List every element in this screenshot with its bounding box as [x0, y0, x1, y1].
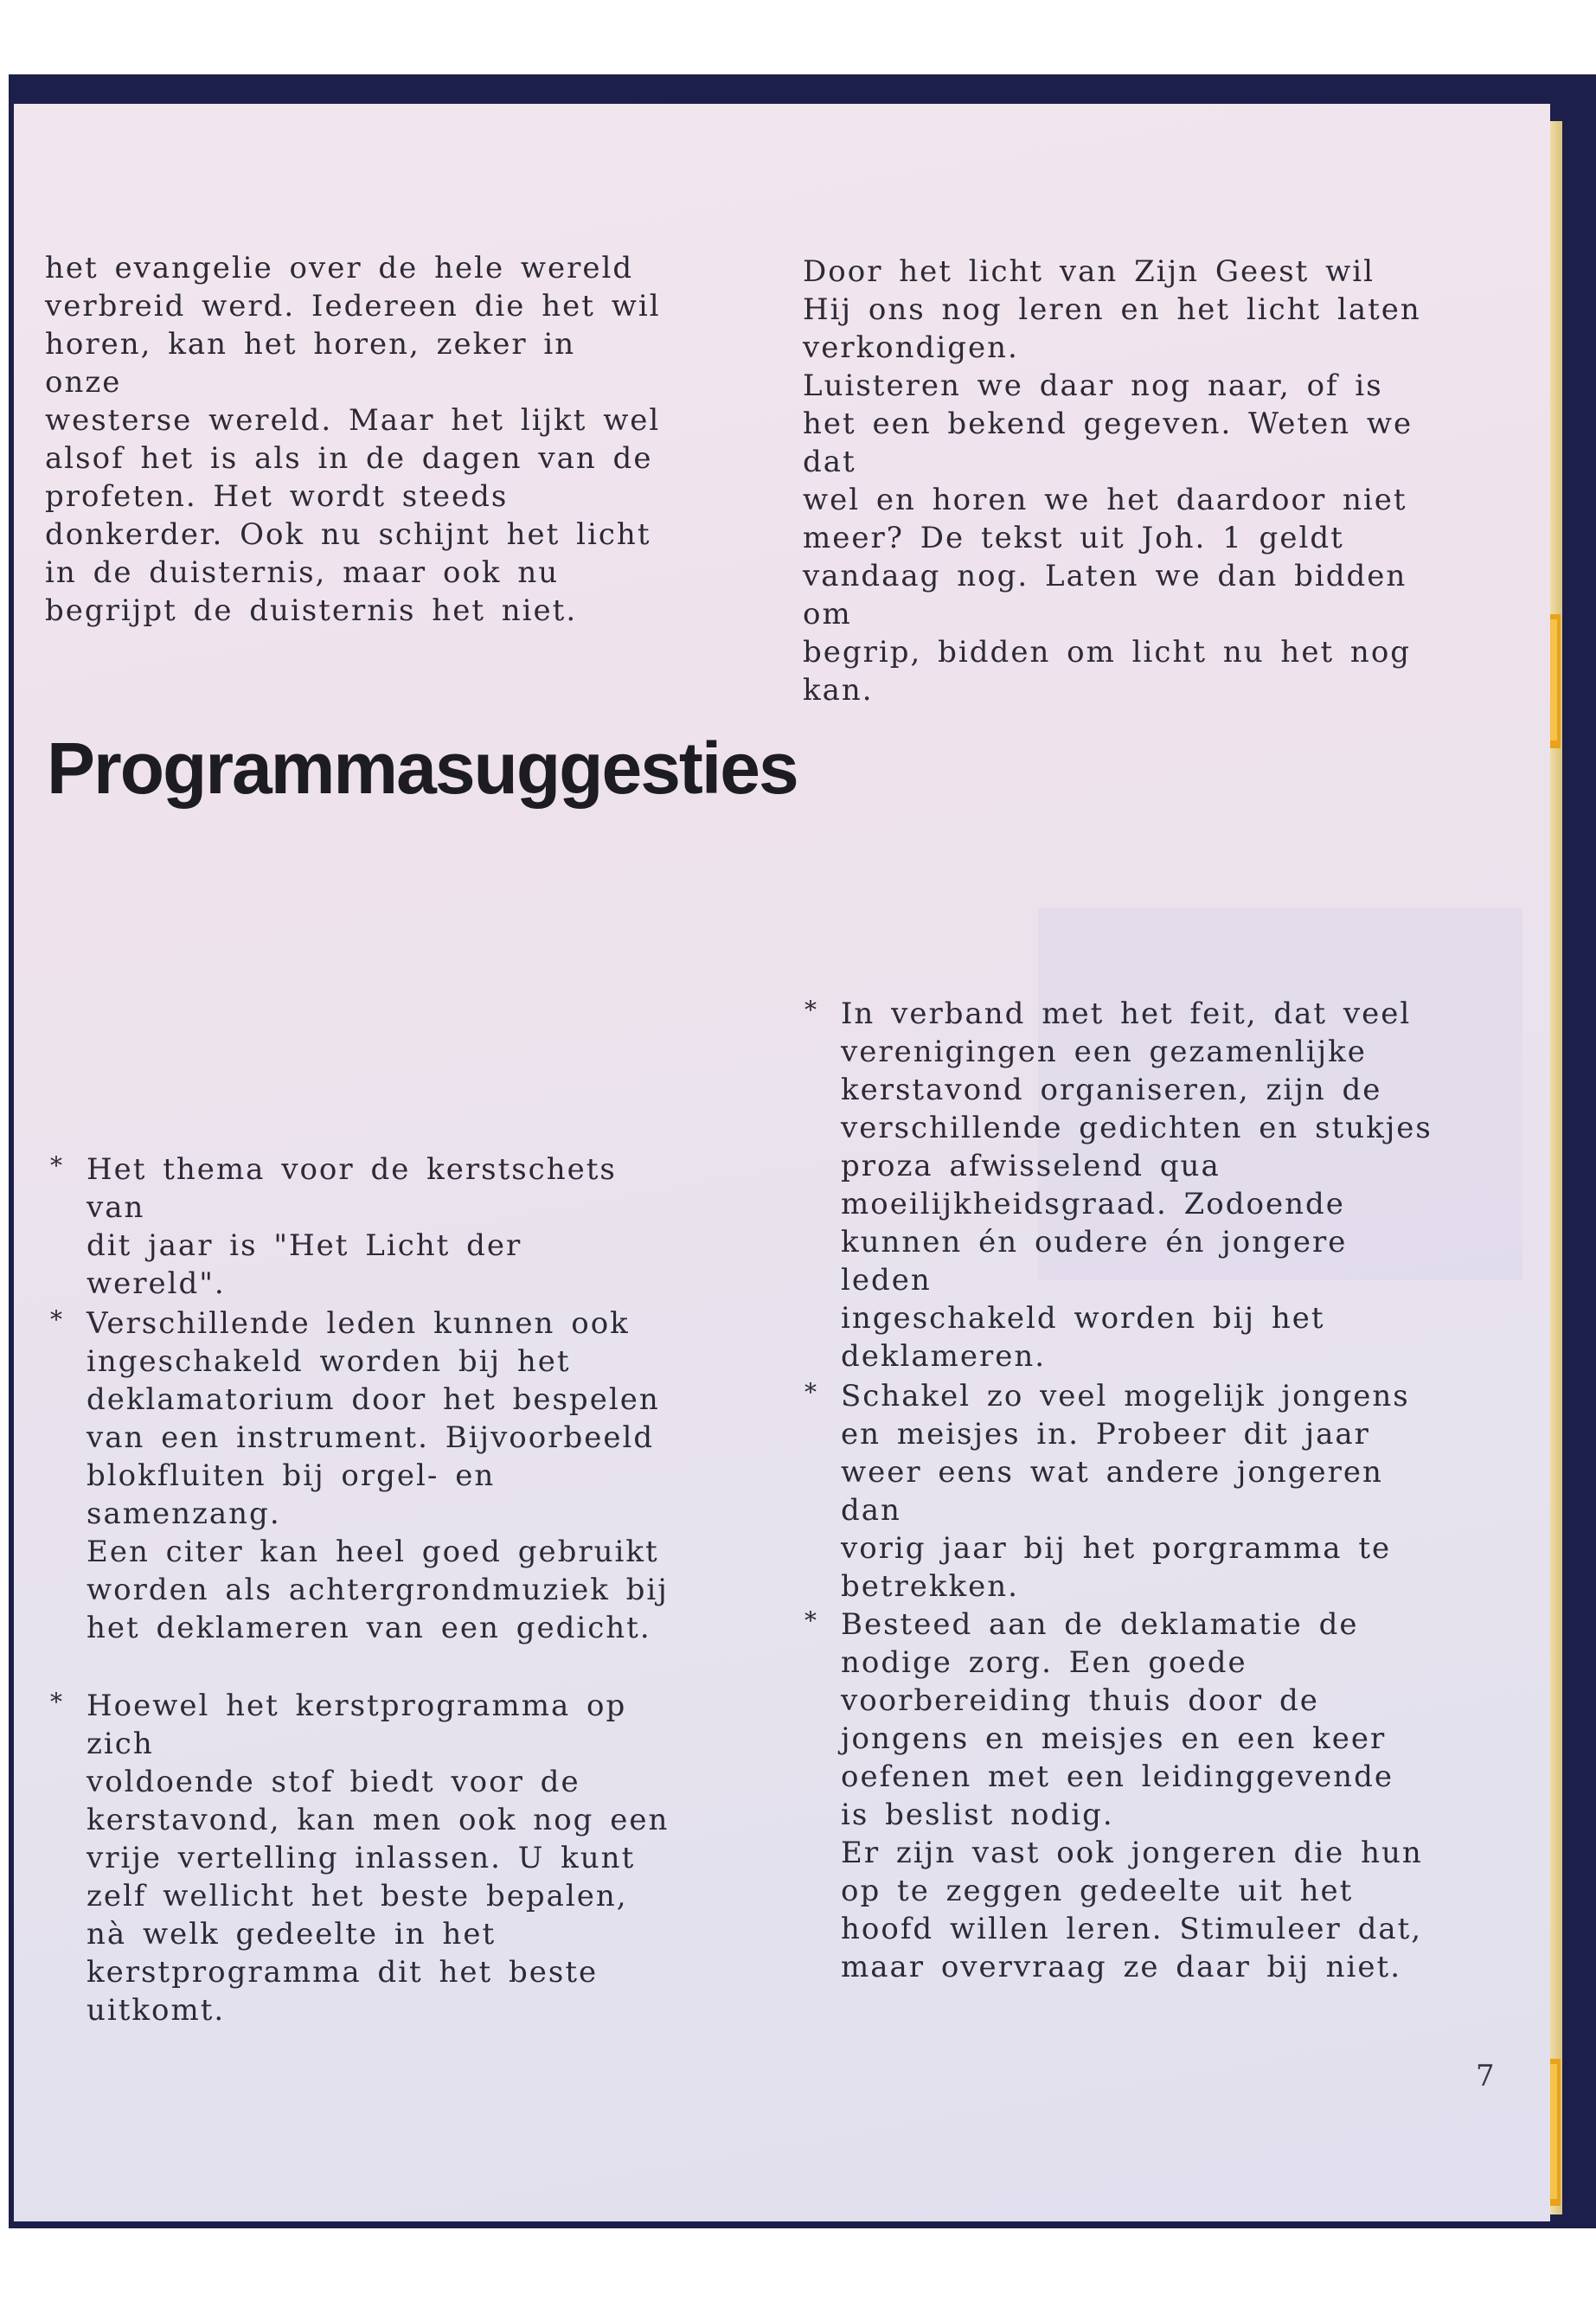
text-line: kerstavond organiseren, zijn de — [841, 1073, 1382, 1107]
text-line: hoofd willen leren. Stimuleer dat, — [841, 1912, 1423, 1946]
text-line: kerstprogramma dit het beste — [87, 1955, 599, 1990]
text-line: In verband met het feit, dat veel — [841, 997, 1412, 1031]
text-line: donkerder. Ook nu schijnt het licht — [45, 517, 651, 552]
text-line: verbreid werd. Iedereen die het wil — [45, 289, 661, 324]
bullet-asterisk: * — [50, 1688, 64, 1716]
bullet-item — [50, 1150, 690, 1303]
text-line: deklamatorium door het bespelen — [87, 1382, 660, 1417]
text-line: kunnen én oudere én jongere leden — [841, 1225, 1348, 1298]
text-line: proza afwisselend qua — [841, 1149, 1221, 1183]
text-line: Hij ons nog leren en het licht laten — [803, 292, 1421, 327]
bullet-asterisk: * — [804, 1606, 818, 1635]
bullet-item — [50, 1304, 690, 1647]
text-line: in de duisternis, maar ook nu — [45, 555, 560, 590]
text-line: samenzang. — [87, 1497, 281, 1531]
text-line: verkondigen. — [803, 330, 1019, 365]
text-line: Het thema voor de kerstschets van — [87, 1152, 617, 1225]
page-number: 7 — [1476, 2059, 1495, 2093]
text-line: worden als achtergrondmuziek bij — [87, 1573, 669, 1607]
intro-text-left — [45, 249, 668, 630]
text-line: wereld". — [87, 1266, 226, 1301]
text-line: van een instrument. Bijvoorbeeld — [87, 1420, 655, 1455]
text-line: Besteed aan de deklamatie de — [841, 1607, 1359, 1642]
text-line: voldoende stof biedt voor de — [87, 1765, 580, 1799]
bullet-item — [804, 1606, 1445, 1986]
intro-text-right — [803, 253, 1443, 709]
text-line: is beslist nodig. — [841, 1798, 1114, 1832]
text-line: Verschillende leden kunnen ook — [87, 1306, 630, 1341]
text-line: maar overvraag ze daar bij niet. — [841, 1950, 1402, 1984]
text-line: het een bekend gegeven. Weten we dat — [803, 407, 1413, 479]
text-line: blokfluiten bij orgel- en — [87, 1458, 496, 1493]
text-line: verenigingen een gezamenlijke — [841, 1035, 1367, 1069]
text-line: Er zijn vast ook jongeren die hun — [841, 1836, 1423, 1870]
text-line: ingeschakeld worden bij het — [841, 1301, 1325, 1336]
text-line: nà welk gedeelte in het — [87, 1917, 497, 1952]
suggestion-left-2 — [50, 1304, 690, 1647]
bullet-asterisk: * — [50, 1305, 64, 1334]
text-line: verschillende gedichten en stukjes — [841, 1111, 1433, 1145]
text-line: voorbereiding thuis door de — [841, 1683, 1319, 1718]
section-heading: Programmasuggesties — [47, 727, 798, 809]
text-line: en meisjes in. Probeer dit jaar — [841, 1417, 1370, 1452]
text-line: Schakel zo veel mogelijk jongens — [841, 1379, 1410, 1413]
text-line: deklameren. — [841, 1339, 1047, 1374]
text-line: nodige zorg. Een goede — [841, 1645, 1247, 1680]
bullet-asterisk: * — [804, 996, 818, 1024]
text-line: Luisteren we daar nog naar, of is — [803, 369, 1383, 403]
text-line: oefenen met een leidinggevende — [841, 1759, 1394, 1794]
suggestion-right-1 — [804, 995, 1445, 1375]
suggestion-right-3 — [804, 1606, 1445, 1986]
text-line: het deklameren van een gedicht. — [87, 1611, 651, 1645]
text-line: moeilijkheidsgraad. Zodoende — [841, 1187, 1345, 1221]
text-line: vrije vertelling inlassen. U kunt — [87, 1841, 636, 1875]
text-line: Hoewel het kerstprogramma op zich — [87, 1689, 627, 1761]
text-line: uitkomt. — [87, 1993, 226, 2028]
bullet-item — [804, 1377, 1445, 1606]
text-line: begrijpt de duisternis het niet. — [45, 593, 578, 628]
bullet-asterisk: * — [804, 1378, 818, 1407]
bullet-asterisk: * — [50, 1151, 64, 1180]
text-line: vandaag nog. Laten we dan bidden om — [803, 559, 1407, 631]
suggestion-right-2 — [804, 1377, 1445, 1606]
bullet-item — [804, 995, 1445, 1375]
text-line: ingeschakeld worden bij het — [87, 1344, 571, 1379]
suggestion-left-3 — [50, 1687, 690, 2029]
section-tab-lower-highlight — [1550, 2064, 1557, 2199]
text-line: begrip, bidden om licht nu het nog — [803, 635, 1412, 670]
bullet-item — [50, 1687, 690, 2029]
text-line: kerstavond, kan men ook nog een — [87, 1803, 670, 1837]
text-line: horen, kan het horen, zeker in onze — [45, 327, 576, 400]
text-line: het evangelie over de hele wereld — [45, 251, 634, 285]
text-line: westerse wereld. Maar het lijkt wel — [45, 403, 661, 438]
text-line: profeten. Het wordt steeds — [45, 479, 509, 514]
suggestion-left-1 — [50, 1150, 690, 1303]
text-line: weer eens wat andere jongeren dan — [841, 1455, 1383, 1528]
text-line: kan. — [803, 673, 874, 708]
text-line: wel en horen we het daardoor niet — [803, 483, 1407, 517]
text-line: Door het licht van Zijn Geest wil — [803, 254, 1375, 289]
text-line: meer? De tekst uit Joh. 1 geldt — [803, 521, 1344, 555]
text-line: dit jaar is "Het Licht der — [87, 1228, 522, 1263]
text-line: betrekken. — [841, 1569, 1019, 1604]
section-tab-upper-highlight — [1550, 619, 1557, 740]
text-line: op te zeggen gedeelte uit het — [841, 1874, 1354, 1908]
text-line: jongens en meisjes en een keer — [841, 1721, 1387, 1756]
text-line: alsof het is als in de dagen van de — [45, 441, 653, 476]
text-line: vorig jaar bij het porgramma te — [841, 1531, 1392, 1566]
text-line: zelf wellicht het beste bepalen, — [87, 1879, 628, 1913]
text-line: Een citer kan heel goed gebruikt — [87, 1535, 659, 1569]
